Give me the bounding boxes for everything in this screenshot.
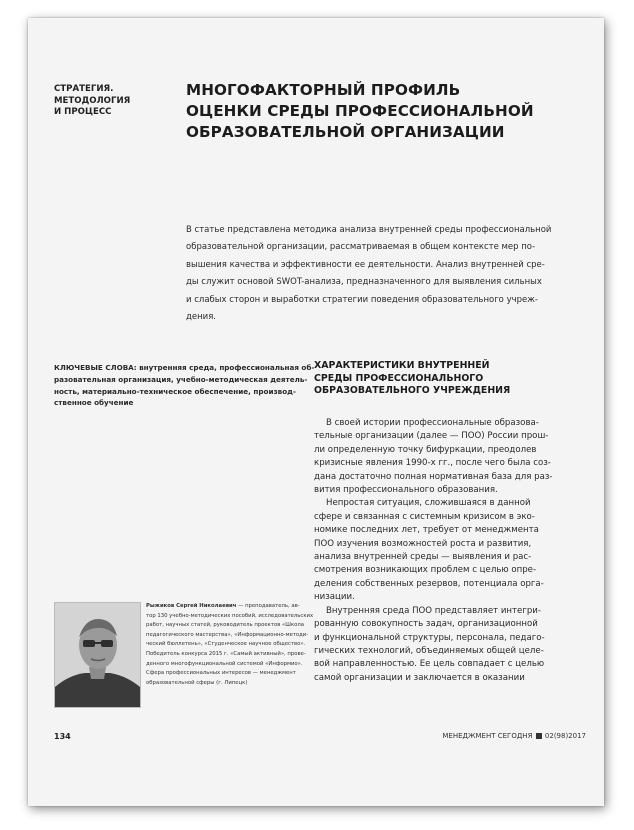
- body-line: тельные организации (далее — ПОО) России прош-: [314, 431, 549, 442]
- author-photo: [54, 602, 141, 708]
- keywords-line: ность, материально-техническое обеспечение, производ-: [54, 386, 296, 396]
- body-line: Непростая ситуация, сложившаяся в данной: [326, 498, 531, 509]
- lead-line: образовательной организации, рассматриваемая в общем контексте мер по-: [186, 242, 536, 253]
- page-number: 134: [54, 732, 71, 741]
- body-line: номике последних лет, требует от менеджмента: [314, 525, 539, 536]
- body-text: [314, 417, 570, 685]
- author-name: Рыжиков Сергей Николаевич: [146, 603, 237, 609]
- bio-line: ческий бюллетень», «Студенческое научное общество».: [146, 641, 306, 648]
- article-title: МНОГОФАКТОРНЫЙ ПРОФИЛЬ ОЦЕНКИ СРЕДЫ ПРОФЕССИОНАЛЬНОЙ ОБРАЗОВАТЕЛЬНОЙ ОРГАНИЗАЦИИ: [186, 81, 534, 141]
- bio-line: педагогического мастерства», «Информационно-методи-: [146, 631, 309, 638]
- lead-line: и слабых сторон и выработки стратегии поведения образовательного учреж-: [186, 294, 538, 305]
- author-bio: [146, 602, 314, 688]
- keywords-line: ственное обучение: [54, 398, 134, 408]
- bio-line: образовательной сферы (г. Липецк): [146, 679, 248, 686]
- journal-footer: [442, 732, 586, 740]
- bio-line: работ, научных статей, руководитель проектов «Школа: [146, 622, 304, 629]
- body-line: вой направленностью. Ее цель совпадает с целью: [314, 659, 545, 670]
- body-line: Внутренняя среда ПОО представляет интегри-: [326, 605, 541, 616]
- keywords-line: разовательная организация, учебно-методическая деятель-: [54, 374, 308, 384]
- bio-line: Победитель конкурса 2015 г. «Самый активный», прове-: [146, 650, 306, 657]
- body-line: ли определенную точку бифуркации, преодолев: [314, 444, 537, 455]
- keywords-line: КЛЮЧЕВЫЕ СЛОВА: внутренняя среда, профессиональная об-: [54, 363, 315, 372]
- body-line: ПОО изучения возможностей роста и развития,: [314, 538, 532, 549]
- keywords: [54, 362, 315, 409]
- body-line: В своей истории профессиональные образова-: [326, 418, 539, 428]
- bio-first-rest: — преподаватель, ав-: [236, 603, 300, 609]
- body-line: вития профессионального образования.: [314, 485, 498, 496]
- body-line: рованную совокупность задач, организационной: [314, 619, 538, 630]
- body-line: гических технологий, объединяемых общей целе-: [314, 645, 544, 656]
- bio-line: денного многофункциональной системой «Информио».: [146, 660, 303, 667]
- author-portrait-photo: [55, 603, 140, 707]
- body-line: сфере и связанная с системным кризисом в эко-: [314, 511, 535, 522]
- journal-name: МЕНЕДЖМЕНТ СЕГОДНЯ: [442, 732, 533, 740]
- bio-line: [146, 602, 300, 612]
- lead-line: дения.: [186, 312, 217, 323]
- lead-line: ды служит основой SWOT-анализа, предназначенного для выявления сильных: [186, 277, 542, 288]
- lead-line: вышения качества и эффективности ее деятельности. Анализ внутренней сре-: [186, 259, 545, 270]
- body-line: кризисные явления 1990-х гг., после чего была соз-: [314, 458, 551, 469]
- body-line: анализа внутренней среды — выявления и рас-: [314, 552, 532, 563]
- article-lead: [186, 222, 560, 326]
- section-heading: ХАРАКТЕРИСТИКИ ВНУТРЕННЕЙ СРЕДЫ ПРОФЕССИОНАЛЬНОГО ОБРАЗОВАТЕЛЬНОГО УЧРЕЖДЕНИЯ: [314, 360, 511, 397]
- section-label: СТРАТЕГИЯ. МЕТОДОЛОГИЯ И ПРОЦЕСС: [54, 84, 131, 118]
- body-line: смотрения возникающих проблем с целью опре-: [314, 565, 537, 576]
- body-line: деления собственных резервов, потенциала орга-: [314, 578, 544, 589]
- journal-issue: 02(98)2017: [544, 732, 586, 740]
- body-line: дана достаточно полная нормативная база для раз-: [314, 471, 553, 482]
- body-line: и функциональной структуры, персонала, педаго-: [314, 632, 545, 643]
- lead-line: В статье представлена методика анализа внутренней среды профессиональной: [186, 225, 552, 235]
- black-square-icon: [536, 733, 542, 739]
- bio-line: Сфера профессиональных интересов — менеджмент: [146, 670, 296, 677]
- body-line: самой организации и заключается в оказании: [314, 672, 525, 683]
- body-line: низации.: [314, 592, 355, 603]
- bio-line: тор 130 учебно-методических пособий, исследовательских: [146, 612, 314, 619]
